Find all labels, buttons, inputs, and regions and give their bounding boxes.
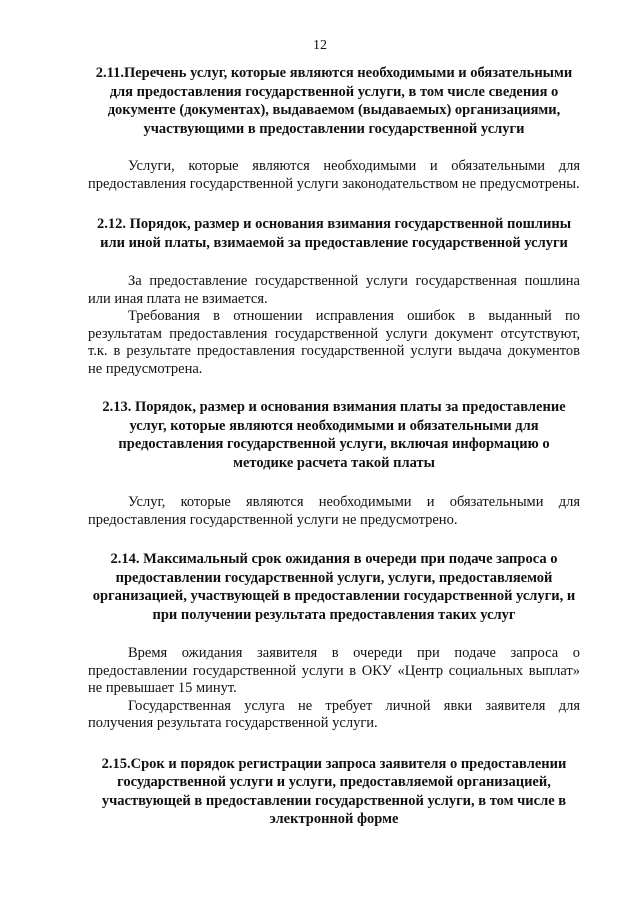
section-2-15 (88, 755, 580, 829)
section-2-13 (88, 398, 580, 529)
section-2-14-paragraph-1: Время ожидания заявителя в очереди при подаче запроса о предоставлении государственной услуги в ОКУ «Центр социальных выплат» не превышает 15 минут. (88, 645, 580, 696)
section-2-12 (88, 215, 580, 378)
section-2-15-heading: 2.15.Срок и порядок регистрации запроса заявителя о предоставлении государственной услуги и услуги, предоставляемой организацией, участвующей в предоставлении государственной услуги, в том числе в электронной форме (101, 755, 567, 827)
section-2-12-paragraph-1: За предоставление государственной услуги государственная пошлина или иная плата не взимается. (88, 273, 580, 307)
section-2-12-paragraph-2: Требования в отношении исправления ошибок в выданный по результатам предоставления государственной услуги документ отсутствуют, т.к. в результате предоставления государственной услуги выдача документов не предусмотрена. (88, 308, 580, 377)
section-2-14-heading: 2.14. Максимальный срок ожидания в очереди при подаче запроса о предоставлении государственной услуги, услуги, предоставляемой организацией, участвующей в предоставлении государственной услуги, и при получении результата предоставления таких услуг (92, 551, 576, 623)
page-number: 12 (313, 38, 327, 53)
section-2-12-heading: 2.12. Порядок, размер и основания взимания государственной пошлины или иной платы, взимаемой за предоставление государственной услуги (96, 216, 572, 251)
section-2-13-heading: 2.13. Порядок, размер и основания взимания платы за предоставление услуг, которые являются необходимыми и обязательными для предоставления государственной услуги, включая информацию о методике расчета такой платы (102, 399, 566, 471)
section-2-11 (88, 64, 580, 193)
section-2-11-paragraph: Услуги, которые являются необходимыми и обязательными для предоставления государственной услуги законодательством не предусмотрены. (88, 158, 580, 192)
section-2-13-paragraph: Услуг, которые являются необходимыми и обязательными для предоставления государственной услуги не предусмотрено. (88, 494, 580, 528)
section-2-14-paragraph-2: Государственная услуга не требует личной явки заявителя для получения результата государственной услуги. (88, 697, 580, 731)
section-2-11-heading: 2.11.Перечень услуг, которые являются необходимыми и обязательными для предоставления государственной услуги, в том числе сведения о документе (документах), выдаваемом (выдаваемых) организациями, участвующими в предоставлении государственной услуги (95, 65, 573, 137)
section-2-14 (88, 550, 580, 733)
document-content (88, 60, 580, 829)
